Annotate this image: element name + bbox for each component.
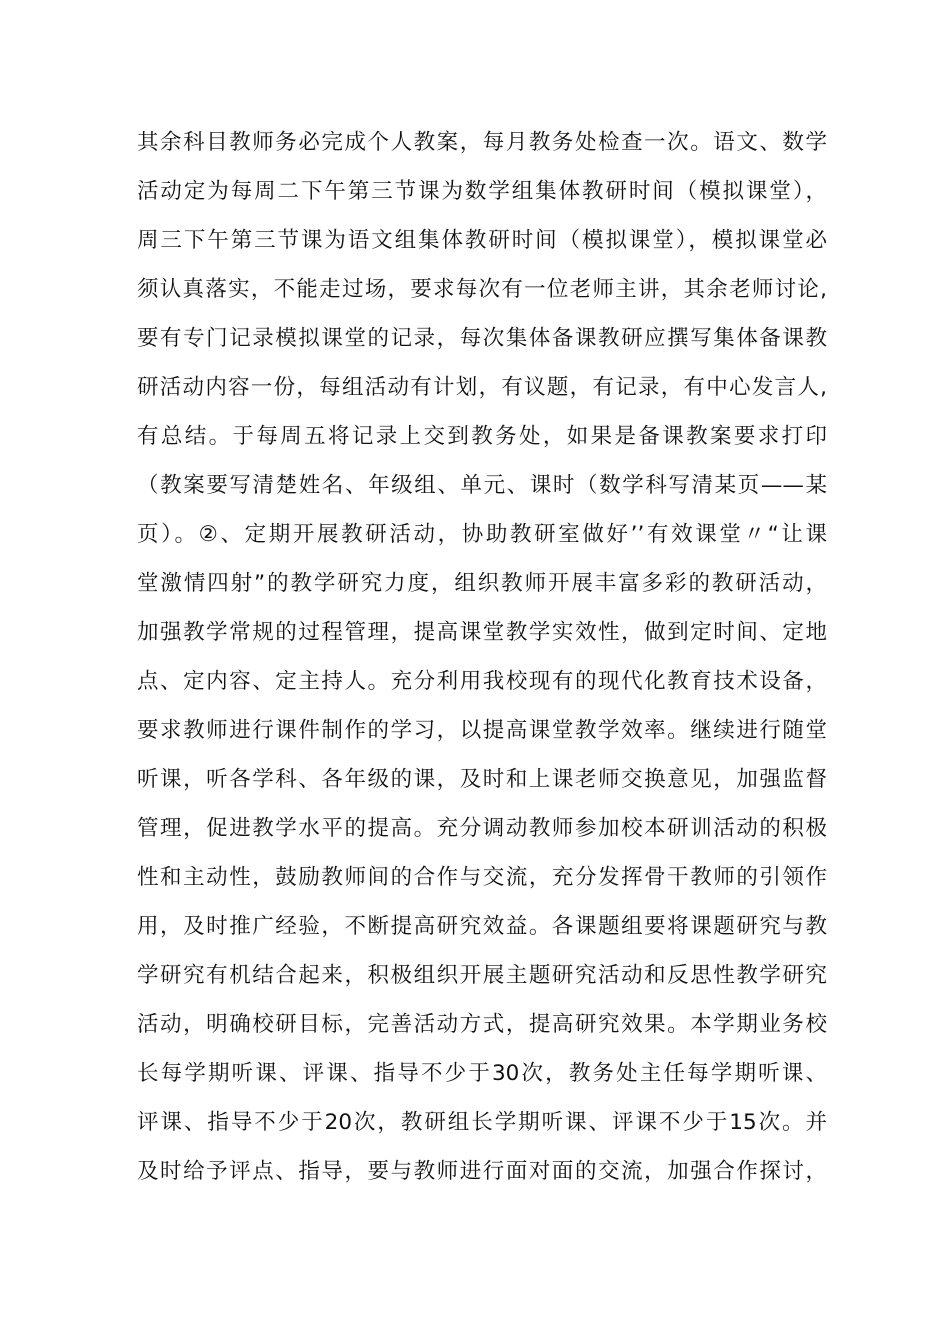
text-line: 页）。②、定期开展教研活动，协助教研室做好’’有效课堂〃“让课: [137, 522, 827, 547]
text-line: 学研究有机结合起来，积极组织开展主题研究活动和反思性教学研究: [137, 963, 827, 988]
text-line: 周三下午第三节课为语文组集体教研时间（模拟课堂），模拟课堂必: [137, 228, 827, 253]
text-line: 评课、指导不少于20次，教研组长学期听课、评课不少于15次。并: [137, 1110, 827, 1135]
text-line: 听课，听各学科、各年级的课，及时和上课老师交换意见，加强监督: [137, 767, 827, 792]
text-line: 加强教学常规的过程管理，提高课堂教学实效性，做到定时间、定地: [137, 620, 827, 645]
text-line: 用，及时推广经验，不断提高研究效益。各课题组要将课题研究与教: [137, 914, 827, 939]
body-text: [137, 118, 827, 1196]
text-line: 长每学期听课、评课、指导不少于30次，教务处主任每学期听课、: [137, 1061, 827, 1086]
text-line: 有总结。于每周五将记录上交到教务处，如果是备课教案要求打印: [137, 424, 827, 449]
text-line: 要有专门记录模拟课堂的记录，每次集体备课教研应撰写集体备课教: [137, 326, 827, 351]
text-line: 管理，促进教学水平的提高。充分调动教师参加校本研训活动的积极: [137, 816, 827, 841]
text-line: 点、定内容、定主持人。充分利用我校现有的现代化教育技术设备，: [137, 669, 827, 694]
text-line: 研活动内容一份，每组活动有计划，有议题，有记录，有中心发言人,: [137, 375, 827, 400]
text-line: 活动定为每周二下午第三节课为数学组集体教研时间（模拟课堂），: [137, 179, 827, 204]
text-line: 活动，明确校研目标，完善活动方式，提高研究效果。本学期业务校: [137, 1012, 827, 1037]
text-line: 其余科目教师务必完成个人教案，每月教务处检查一次。语文、数学: [137, 130, 827, 155]
text-line: 性和主动性，鼓励教师间的合作与交流，充分发挥骨干教师的引领作: [137, 865, 827, 890]
text-line: 要求教师进行课件制作的学习，以提高课堂教学效率。继续进行随堂: [137, 718, 827, 743]
text-line: 须认真落实，不能走过场，要求每次有一位老师主讲，其余老师讨论,: [137, 277, 827, 302]
text-line: （教案要写清楚姓名、年级组、单元、课时（数学科写清某页——某: [137, 473, 827, 498]
text-line: 堂激情四射”的教学研究力度，组织教师开展丰富多彩的教研活动，: [137, 571, 827, 596]
text-line: 及时给予评点、指导，要与教师进行面对面的交流，加强合作探讨，: [137, 1159, 827, 1184]
